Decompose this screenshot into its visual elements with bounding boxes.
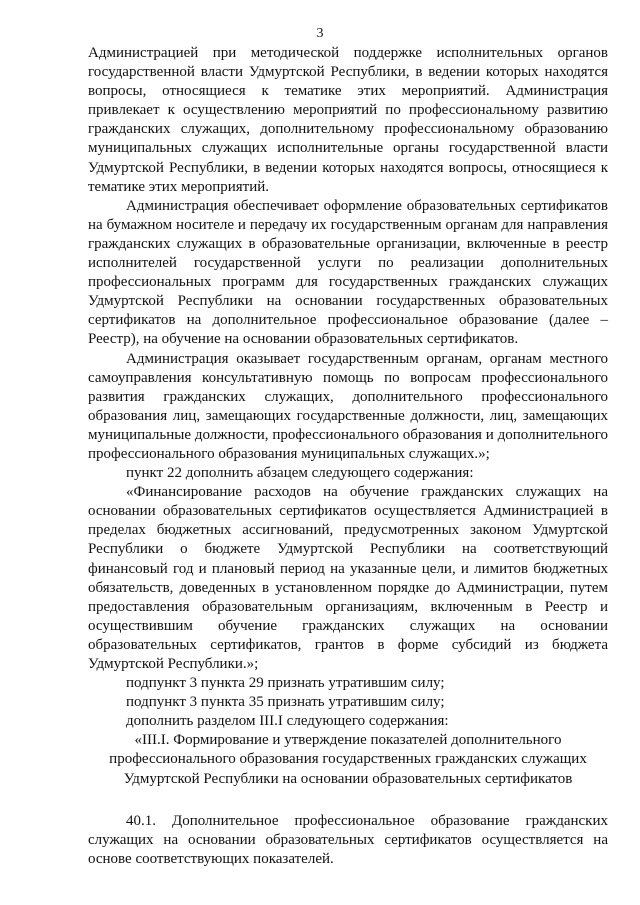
section-heading-line: профессионального образования государственных гражданских служащих <box>109 751 587 768</box>
paragraph: Администрация обеспечивает оформление образовательных сертификатов на бумажном носителе и передачу их государственным органам для направления гражданских служащих в образовательные организации, включенные в реестр исполнителей государственной услуги по реализации дополнительных профессиональных программ для государственных гражданских служащих Удмуртской Республики на основании государственных образовательных сертификатов на дополнительное профессиональное образование (далее – Реестр), на обучение на основании образовательных сертификатов. <box>88 197 608 348</box>
section-heading-line: Удмуртской Республики на основании образовательных сертификатов <box>123 770 573 787</box>
paragraph: подпункт 3 пункта 29 признать утратившим силу; <box>126 675 445 692</box>
paragraph: дополнить разделом III.I следующего содержания: <box>126 713 449 730</box>
paragraph: подпункт 3 пункта 35 признать утратившим силу; <box>126 694 445 711</box>
paragraph: Администрация оказывает государственным органам, органам местного самоуправления консультативную помощь по вопросам профессионального развития гражданских служащих, дополнительного профессионального образования лиц, замещающих государственные должности, лиц, замещающих муниципальные должности, профессионального образования и дополнительного профессионального образования муниципальных служащих.»; <box>88 350 608 462</box>
page-number: 3 <box>316 26 324 41</box>
spacer <box>88 789 608 812</box>
document-body <box>88 44 608 869</box>
section-heading <box>88 731 608 788</box>
section-heading-line: «III.I. Формирование и утверждение показателей дополнительного <box>134 732 562 749</box>
paragraph: «Финансирование расходов на обучение гражданских служащих на основании образовательных сертификатов осуществляется Администрацией в пределах бюджетных ассигнований, предусмотренных законом Удмуртской Республики о бюджете Удмуртской Республики на соответствующий финансовый год и плановый период на указанные цели, и лимитов бюджетных обязательств, доведенных в установленном порядке до Администрации, путем предоставления образовательным организациям, включенным в Реестр и осуществившим обучение гражданских служащих на основании образовательных сертификатов, грантов в форме субсидий из бюджета Удмуртской Республики.»; <box>88 484 608 672</box>
paragraph: пункт 22 дополнить абзацем следующего содержания: <box>126 465 474 482</box>
paragraph: Администрацией при методической поддержке исполнительных органов государственной власти Удмуртской Республики, в ведении которых находятся вопросы, относящиеся к тематике этих мероприятий. Администрация привлекает к осуществлению мероприятий по профессиональному развитию гражданских служащих, дополнительному профессиональному образованию муниципальных служащих исполнительные органы государственной власти Удмуртской Республики, в ведении которых находятся вопросы, относящиеся к тематике этих мероприятий. <box>88 45 608 195</box>
final-paragraph: 40.1. Дополнительное профессиональное образование гражданских служащих на основании образовательных сертификатов осуществляется на основе соответствующих показателей. <box>88 812 608 867</box>
